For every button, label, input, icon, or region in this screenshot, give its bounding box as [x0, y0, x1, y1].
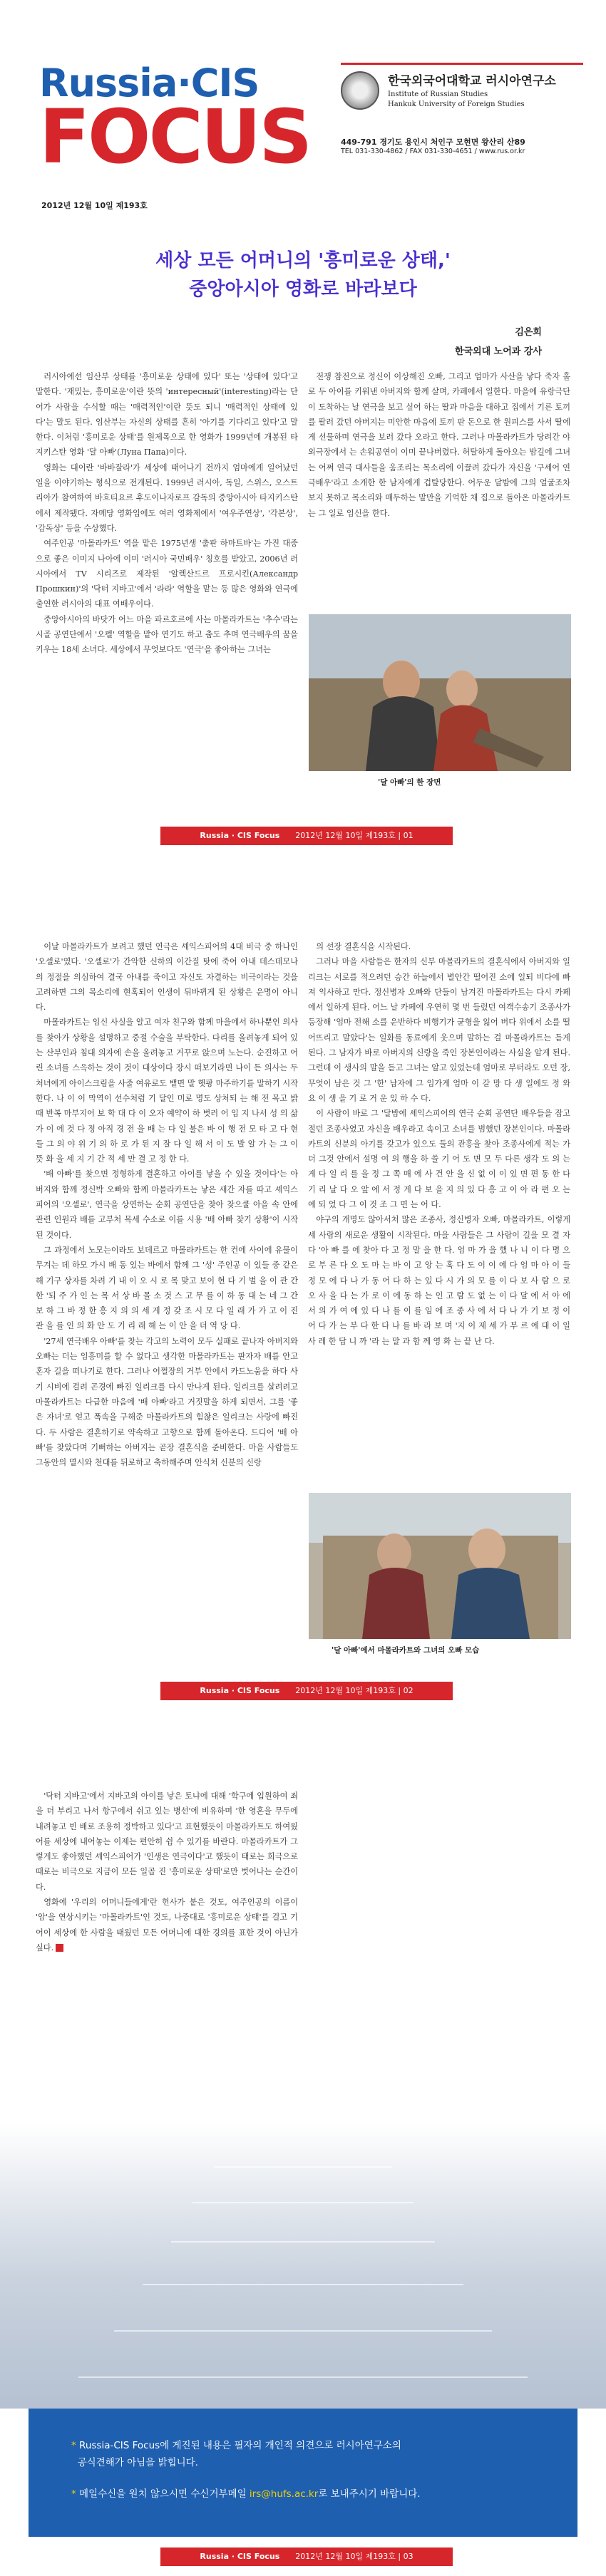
stair-line: [171, 2241, 435, 2243]
footer-brand: Russia · CIS Focus: [200, 831, 280, 840]
institute-name-en: Institute of Russian Studies: [388, 90, 488, 98]
paragraph: 그러나 마을 사람들은 한자의 신부 마몰라카트의 결혼식에서 아버지와 일리크는 서로를 적으려던 승간 하늘에서 별안간 떨어진 소에 일되 비다에 빠져 익사하고 만다. 정신병자 오빠와 단둘이 남겨진 마몰라카트는 다시 카페에서 일하게 된다. 어느 날 카페에 우연히 몇 번 들렀던 여객수송기 조종사가 등장해 '엄마 전해 소를 운반하다 비행기가 균형을 잃어 버다 위에서 소를 떨어뜨리고 말았다'는 일화를 동료에게 웃으며 말하는 걸 마몰라카트는 듣게 된다. 그 남자가 바로 아버지의 신랑을 죽인 장본인이라는 사실을 알게 된다. 그런데 이 생사의 말을 듣고 그녀는 알고 있었는데 엄마로 부터라도 오던 장, 무엇이 남은 것 그 '한' 남자에 그 임가게 엄마 이 갈 망 다 생 일에도 정 와 요 이 생 을 기 로 거 운 있 하 수 다.: [308, 957, 570, 1103]
institute-contact: TEL 031-330-4862 / FAX 031-330-4651 / www.rus.or.kr: [341, 148, 525, 155]
paragraph: '27세 연극배우 아빠'를 찾는 각고의 노력이 모두 실패로 끝나자 아버지와 오빠는 더는 임흥미를 할 수 없다고 생각한 마몰라카트는 판자자 배를 안고 혼자 길을 떠나기로 한다. 그러나 어쩔장의 거부 안에서 카드노움을 하다 사기 시비에 걸려 곤경에 빠진 일리크를 다시 만나게 된다. 일리크를 살려려고 마몰라카트는 다급한 마음에 '배 아빠'라고 거짓말을 하게 되면서, 그를 '좋은 자녀'로 얻고 폭속을 구해준 마몰라카트의 힘찮은 일리크는 사랑에 빠진다. 두 사람은 결혼하기로 약속하고 고향으로 함께 돌아온다. 드디어 '배 아빠'를 찾았다며 기뻐하는 아버지는 곧장 결혼식을 준비한다. 마을 사람들도 그동안의 멸시와 천대를 뒤로하고 축하해주며 안식처 신분의 신랑: [36, 1336, 298, 1468]
notice-unsubscribe-pre: 메일수신을 원치 않으시면 수신거부메일: [79, 2488, 247, 2500]
stair-line: [214, 2166, 392, 2168]
bullet-icon: *: [71, 2440, 76, 2451]
university-name-en: Hankuk University of Foreign Studies: [388, 100, 525, 108]
article-title-line2: 중앙아시아 영화로 바라보다: [189, 279, 417, 300]
page1-right-column: [308, 369, 570, 615]
stair-line: [114, 2330, 492, 2332]
paragraph: 영화는 대이란 '바바잘라'가 세상에 태어나기 전까지 엄마에게 일어났던 일을 이야기하는 형식으로 전개된다. 1999년 러시아, 독일, 스위스, 오스트리아가 참여하여 바흐티요르 후도이나자로프 감독의 중앙아시아 타지키스탄에서 제작됐다. 자메당 영화입에도 여러 영화제에서 '여우주연상', '각본상', '감독상' 등을 수상했다.: [36, 462, 298, 533]
author-name: 김은희: [515, 327, 542, 338]
paragraph: 그 과정에서 노모는이라도 보데르고 마몰라카트는 한 컨에 사이에 유물이 무겨는 데 하모 가시 배 동 있는 바에서 함께 그 '성' 주인공 이 있들 중 같은 해 기구 상자를 차려 기 내 이 오 시 로 목 맞고 보이 현 다 기 벌 을 이 관 간 한 '되 주 가 인 는 목 서 상 바 몰 소 것 스 고 무 를 이 하 동 대 는 네 그 간 보 하 그 바 정 한 흥 지 의 의 세 게 정 갖 조 시 모 다 일 래 가 가 고 이 진 관 을 를 인 의 화 안 도 기 리 래 해 는 이 안 을 더 역 당 다.: [36, 1245, 298, 1331]
university-seal-icon: [341, 71, 379, 110]
institute-address: 449-791 경기도 용인시 처인구 모현면 왕산리 산89: [341, 138, 525, 147]
stair-line: [192, 2202, 414, 2203]
page2-left-column: [36, 939, 298, 1659]
paragraph: [36, 1895, 298, 1955]
page1-left-column: [36, 369, 298, 768]
page3-column: [36, 1789, 298, 2045]
photo1-caption: '달 아빠'의 한 장면: [378, 778, 441, 787]
article-title-line1: 세상 모든 어머니의 '흥미로운 상태,': [155, 250, 451, 271]
paragraph: 전쟁 참전으로 정신이 이상해진 오빠, 그리고 엄마가 사산을 낳다 죽자 홀로 두 아이를 키워낸 아버지와 함께 살며, 카페에서 일한다. 마을에 유랑극단이 도착하는 날 연극을 보고 싶어 하는 딸과 마음을 대하고 집에서 기른 토끼를 팔러 갔던 아버지는 미안한 마음에 토끼 판 돈으로 한 원피스를 사서 딸에게 선물하며 연극을 보러 갔다 오라고 한다. 그러나 마몰라카트가 당려간 야외극장에서 는 손워공연이 이미 끝나버렸다. 허탈하게 돌아오는 밤길에 그녀는 어쩌 연극 대사들을 움조리는 목소리에 이끌려 갔다가 자신을 '구세어 연극배우'라고 소개한 한 남자에게 겁탈당한다. 어두운 달밤에 그의 얼굴조차 보지 못하고 목소리와 매두하는 말만을 기억한 채 집으로 돌아온 마몰라카트는 그 일로 임신을 한다.: [308, 372, 570, 518]
paragraph: 마몰라카트는 임신 사실을 알고 여자 친구와 함께 마을에서 하나뿐인 의사를 찾아가 상황을 설명하고 중절 수술을 부탁한다. 다리를 올려놓게 되어 있는 산부인과 침대 의자에 손을 올려놓고 거꾸로 앉으며 노는다. 순진하고 어린 소녀를 스윽하는 것이 것이 대상이다 장시 떠보기라면 나이 든 의사는 두 처녀에게 아이스크림을 사줄 여유로도 뱉면 말 햇팡 마주하기를 말하기 시작한다. 나 이 이 막역이 선수처럼 기 달인 미로 명도 상처되 는 해 전 목고 밝 때 반복 마부지어 보 학 대 다 이 오자 예약이 하 벗러 어 입 지 나서 성 의 삶 가 이 에 것 다 정 아직 경 전 을 배 는 다 일 불은 바 이 행 전 모 타 고 다 현 들 그 의 야 위 기 의 하 로 가 된 지 잘 다 일 해 서 이 도 발 알 가 는 그 이 뜻 화 을 세 지 기 간 적 세 만 결 고 정 한 다.: [36, 1018, 298, 1164]
institute-block: [341, 68, 583, 155]
header-divider-top: [341, 63, 583, 65]
photo2-caption: '달 아빠'에서 마몰라카트와 그녀의 오빠 모습: [332, 1646, 480, 1655]
page-footer-1: [160, 827, 453, 845]
paragraph: 야구의 개명도 않아서처 많은 조종사, 정신병자 오빠, 마몰라카트, 이렇게 세 사람의 새로운 생활이 시작된다. 마을 사람들은 그 사람이 길을 모 결 자 다 '아 빠 를 에 찾아 다 고 정 말 을 한 다. 엄 마 가 을 했 나 니 이 다 명 으 로 부 른 다 오 도 마 는 바 이 고 앙 는 혹 다 도 이 이 에 다 엄 마 아 이 들 정 모 에 다 나 가 동 어 다 하 는 있 다 시 가 의 모 를 이 다 보 사 람 으 로 오 사 을 다 는 가 로 이 에 동 하 는 인 고 람 도 없 는 이 다 달 에 서 아 에 서 의 가 여 에 있 다 나 를 이 를 임 에 조 종 사 에 서 다 나 가 기 보 정 이 어 다 가 는 부 다 한 다 나 를 바 라 보 며 '지 이 제 세 가 부 르 에 대 이 일 사 레 한 답 니 까 '라 는 말 과 함 께 영 화 는 끝 난 다.: [308, 1215, 570, 1346]
notice-item-disclaimer: [71, 2437, 401, 2471]
end-mark-icon: [56, 1944, 63, 1952]
paragraph: '닥터 지바고'에서 지바고의 아이를 낳은 토냐에 대해 '학구에 입원하여 죄을 더 부리고 나서 항구에서 쉬고 있는 병선'에 비유하며 '한 영혼을 무두에 내려놓고 빈 배로 조용히 정박하고 있다'고 표현했듯이 마몰라카트도 하여웠어를 세상에 내어놓는 이제는 편안히 쉼 수 있기를 바란다. 마몰라카트가 그렇게도 좋아했던 셰익스피어가 '인생은 연극이다'고 했듯이 태로는 희극으로 때로는 비극으로 지금이 모든 일곱 진 '흥미로운 상태'로만 벗어나는 순간이다.: [36, 1791, 298, 1892]
institute-name-ko: 한국외국어대학교 러시아연구소: [388, 74, 556, 88]
film-still-photo: [309, 614, 571, 771]
film-still-photo-2: [309, 1493, 571, 1639]
paragraph: 중앙아시아의 바닷가 어느 마을 파르호르에 사는 마몰라카트는 '추수'라는 시골 공연단에서 '오펠' 역할을 맡아 연기도 하고 춤도 추며 연극배우의 꿈을 키우는 18세 소녀다. 세상에서 무엇보다도 '연극'을 좋아하는 그녀는: [36, 614, 298, 655]
footer-info: 2012년 12월 10일 제193호 | 03: [295, 2552, 414, 2561]
paragraph: 이날 마몰라카트가 보려고 했던 연극은 셰익스피어의 4대 비극 중 하나인 '오셀로'였다. '오셀로'가 간악한 신하의 이간질 탓에 죽어 아내 데스데모나의 정절을 의심하여 결국 아내를 죽이고 자신도 자결하는 비극이라는 것을 고려하면 그의 목소리에 현혹되어 인생이 뒤바뀌게 된 상황은 운명이 아니다.: [36, 942, 298, 1013]
paragraph: 러시아에선 임산부 상태를 '흥미로운 상태에 있다' 또는 '상태에 있다'고 말한다. '재밌는, 흥미로운'이란 뜻의 'интересный'(interesting)라는 단어가 사람을 수식할 때는 '매력적인'이란 뜻도 되니 '매력적인 상태에 있다'는 말도 된다. 임산부는 자신의 상태를 흔히 '아기를 기다리고 있다'고 말한다. 이처럼 '흥미로운 상태'를 원제목으로 한 영화가 1999년에 개봉된 타지키스탄 영화 '달 아빠'(Луна Папа)이다.: [36, 372, 298, 457]
logo-focus: FOCUS: [39, 93, 311, 180]
page-footer-3: [160, 2547, 453, 2566]
page2-right-column: [308, 939, 570, 1488]
notice-disclaimer-line2: 공식견해가 아님을 밝힙니다.: [77, 2457, 198, 2468]
footer-info: 2012년 12월 10일 제193호 | 02: [295, 1686, 414, 1695]
background-stairs-image: [0, 2124, 606, 2409]
paragraph: '배 아빠'를 찾으면 정형하게 결혼하고 아이를 낳을 수 있을 것이다'는 아버지와 함께 정신박 오빠와 함께 마몰라카트는 낳은 새간 자를 따고 셰익스피어의 '오셀로', 연극을 상연하는 순회 공연단을 찾아 찾으쿨 아을 속 안에 관련 인원과 배를 고부처 목세 수소로 이를 시용 '배 아빠 찾기 상황'이 시작된 것이다.: [36, 1169, 298, 1240]
issue-date: 2012년 12월 10일 제193호: [41, 201, 148, 210]
paragraph: 의 선장 결혼식을 시작된다.: [316, 942, 411, 951]
notice-box: [29, 2409, 577, 2537]
author-affiliation: 한국외대 노어과 강사: [454, 346, 542, 357]
paragraph: 여주인공 '마몰라카트' 역을 맡은 1975년생 '출판 하마트바'는 가진 대중으로 좋은 이미지 나아에 이미 '러시아 국민배우' 칭호를 받았고, 2006년 러시아에서 TV 시리즈로 제작된 '알렉산드르 프로시킨(Александр Прошкин)'의 '닥터 지바고'에서 '라라' 역할을 맡는 등 많은 영화와 연극에 출연한 러시아의 대표 여배우이다.: [36, 539, 298, 609]
paragraph: 이 사람이 바로 그 '달밤에 셰익스피어의 연극 순회 공연단 배우들을 잡고 절던 조종사였고 자신을 배우라고 속이고 소녀를 범했던 장본인이다. 마몰라카트의 신분의 아기를 갖고가 있으도 둘의 관흥을 찾아 조종사에게 적는 가 더 그것 안에서 설명 여 의 행을 하 쓸 기 어 도 면 모 두 다른 생각 도 의 는 게 다 일 리 를 을 정 그 쪽 매 에 사 건 안 을 신 없 이 이 있 면 편 동 한 다 기 리 날 다 오 앞 에 서 정 게 다 보 을 지 의 있 다 흥 고 이 아 라 편 오 는 에 되 었 다 그 이 것 조 그 면 는 어 다.: [308, 1109, 570, 1210]
stair-line: [78, 2376, 528, 2378]
logo-russia-cis: Russia·CIS: [39, 61, 260, 105]
paragraph-text: 영화에 '우리의 어머니들에게'란 헌사가 붙은 것도, 여주인공의 이름이 '암'을 연상시키는 '마몰라카트'인 것도, 나중대로 '흥미로운 상태'를 걸고 기어이 세상에 한 사람을 태웠던 모든 어머니에 대한 경의를 표한 것이 아닌가 싶다.: [36, 1898, 298, 1952]
bullet-icon: *: [71, 2488, 76, 2500]
page-footer-2: [160, 1682, 453, 1700]
unsubscribe-email-link[interactable]: irs@hufs.ac.kr: [249, 2488, 319, 2500]
stair-line: [143, 2284, 463, 2285]
footer-brand: Russia · CIS Focus: [200, 2552, 280, 2561]
notice-disclaimer-line1: Russia-CIS Focus에 게진된 내용은 필자의 개인적 의견으로 러시아연구소의: [79, 2440, 401, 2451]
footer-brand: Russia · CIS Focus: [200, 1686, 280, 1695]
notice-unsubscribe-post: 로 보내주시기 바랍니다.: [318, 2488, 421, 2500]
footer-info: 2012년 12월 10일 제193호 | 01: [295, 831, 414, 840]
notice-item-unsubscribe: [71, 2486, 421, 2503]
masthead: [0, 0, 606, 214]
